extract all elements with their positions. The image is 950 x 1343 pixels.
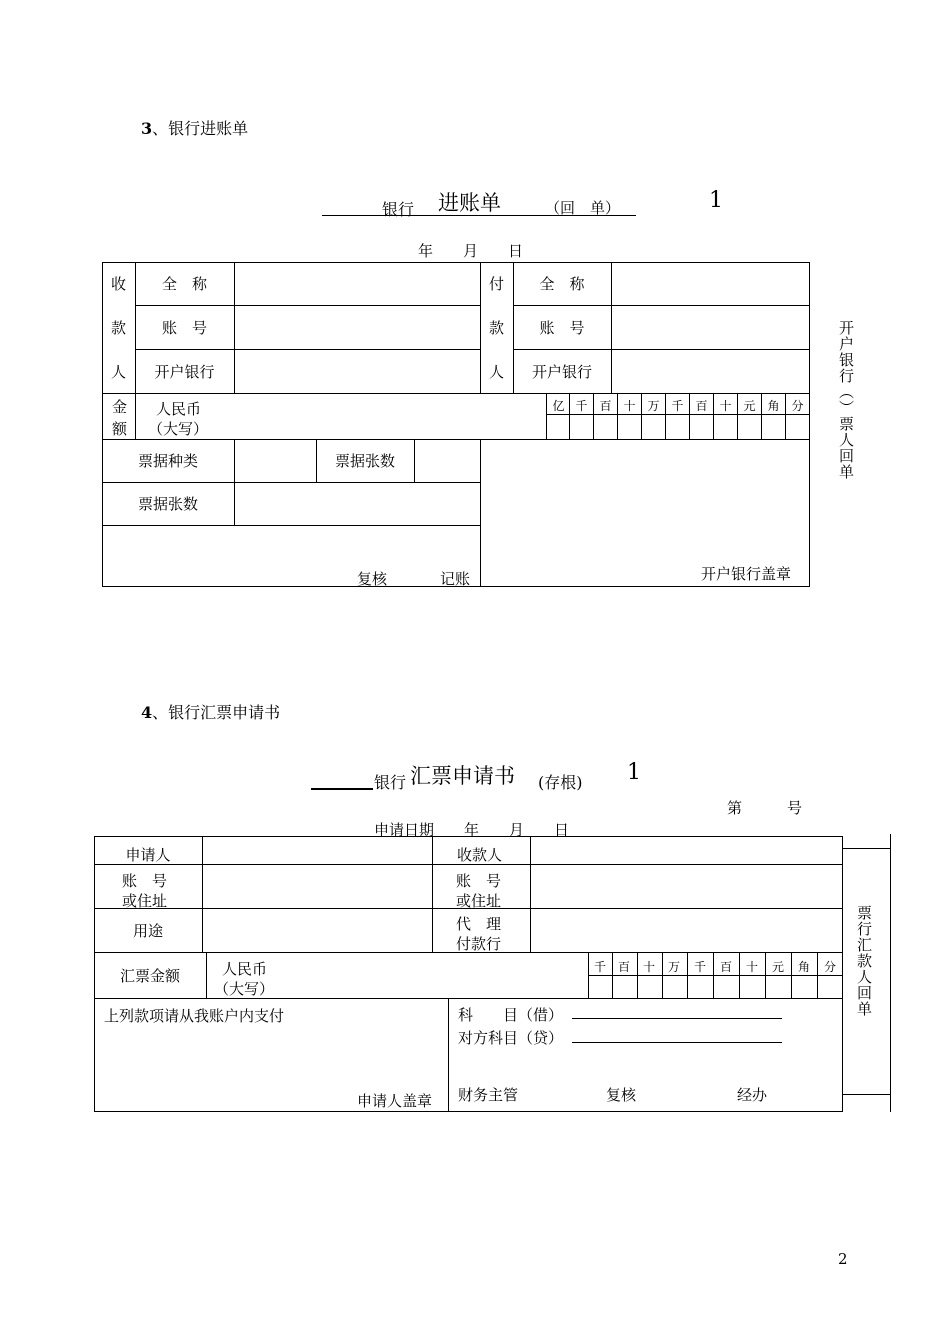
section-number: 4 [141,703,153,722]
finance-head-label: 财务主管 [458,1086,519,1104]
title-underline [322,215,636,216]
bill-type-label: 票据种类 [137,452,198,470]
bill-type-field[interactable] [235,440,315,481]
digit-yi: 亿 [552,399,565,413]
payer-label-char: 款 [488,318,504,337]
bill-count-label-2: 票据张数 [137,495,198,513]
digit-shi: 十 [623,399,636,413]
section-number: 3 [141,119,153,138]
review-label: 复核 [606,1086,637,1104]
col-divider [432,836,433,952]
digit-header-line [588,975,843,976]
payee-bank-field[interactable] [235,350,479,392]
digit-qian: 千 [693,960,706,974]
payee-label-char: 人 [110,362,126,381]
payee-label-char: 收 [110,275,126,293]
digit-bai: 百 [719,960,732,974]
rmb-upper-label: （大写） [214,980,275,998]
draft-amount-label: 汇票金额 [119,966,180,985]
rmb-label: 人民币 [222,960,268,978]
payer-account-field[interactable] [612,306,808,348]
subject-credit-label: 对方科目（贷） [458,1029,564,1047]
digit-shi: 十 [745,960,758,974]
section-title: 、银行进账单 [152,119,249,138]
purpose-label: 用途 [132,921,163,940]
digit-yuan: 元 [743,399,756,413]
form-date: 年 月 日 [418,242,524,260]
bank-seal-label: 开户银行盖章 [701,565,792,583]
row-divider [102,525,480,526]
digit-fen: 分 [823,960,836,974]
payer-bank-label: 开户银行 [531,362,592,381]
col-divider [480,439,481,587]
payer-full-name-field[interactable] [612,263,808,304]
payee-bank-label: 开户银行 [154,362,215,381]
applicant-seal-label: 申请人盖章 [357,1092,433,1110]
form-title: 进账单 [438,191,501,215]
payee-label: 收款人 [457,846,503,864]
digit-shi: 十 [642,960,655,974]
applicant-label: 申请人 [125,845,171,864]
digit-wan: 万 [667,960,680,974]
payer-label-char: 人 [488,362,504,381]
page-number: 2 [838,1250,848,1268]
review-label: 复核 [357,570,388,588]
digit-bai: 百 [599,399,612,413]
amount-label: 金额 [112,398,128,438]
payee-label-char: 款 [110,318,126,337]
digit-yuan: 元 [771,960,784,974]
apply-date: 申请日期 年 月 日 [374,821,570,839]
payer-label-char: 付 [488,275,504,293]
rmb-label: 人民币 [156,400,202,418]
digit-shi: 十 [719,399,732,413]
payee-account-field[interactable] [235,306,479,348]
side-note-receipt: 开户银行（）票人回单 [837,320,855,480]
digit-jiao: 角 [767,399,780,413]
form-title-prefix: 银行 [382,200,415,219]
side-bracket [890,834,891,1112]
payee-full-name-label: 全 称 [161,275,207,293]
digit-fen: 分 [791,399,804,413]
digit-wan: 万 [647,399,660,413]
digit-qian: 千 [671,399,684,413]
amount-in-words-field[interactable] [222,395,542,437]
applicant-field[interactable] [203,838,431,863]
side-bracket-bottom [843,1094,890,1095]
subject-debit-label: 科 目（借） [458,1006,564,1024]
rmb-upper-label: （大写） [148,420,209,438]
purpose-field[interactable] [203,909,431,951]
payee-account-label: 账 号 [161,318,207,337]
col-divider [448,998,449,1112]
bill-count-label: 票据张数 [334,452,395,470]
serial-number: 第 号 [727,799,803,817]
digit-qian: 千 [575,399,588,413]
section4-heading [141,700,280,723]
digit-jiao: 角 [797,960,810,974]
subject-credit-line[interactable] [572,1042,782,1043]
section3-heading [141,116,248,139]
handler-label: 经办 [737,1086,768,1104]
form-title-copy-type: (存根) [538,773,583,792]
form-title-copy-type: （回 单） [545,199,621,217]
side-bracket-top [843,848,890,849]
agent-bank-field[interactable] [531,909,841,951]
col-divider [206,952,207,998]
pay-instruction: 上列款项请从我账户内支付 [104,1007,285,1025]
row-divider [102,393,810,394]
bookkeeping-label: 记账 [440,570,471,588]
bill-count-field-2[interactable] [235,483,479,524]
payee-field[interactable] [531,838,841,863]
form-title-prefix: 银行 [374,773,407,792]
payer-full-name-label: 全 称 [539,275,585,293]
payee-account-field[interactable] [531,865,841,907]
agent-bank-label: 代 理 付款行 [456,915,502,953]
digit-qian: 千 [593,960,606,974]
copy-number: 1 [627,760,641,785]
subject-debit-line[interactable] [572,1018,782,1019]
payer-account-label: 账 号 [539,318,585,337]
payee-account-label: 账 号 或住址 [456,872,502,910]
payer-bank-field[interactable] [612,350,808,392]
side-note-receipt: 票行汇款人回单 [855,905,873,1017]
copy-number: 1 [709,188,723,213]
digit-bai: 百 [617,960,630,974]
draft-amount-words-field[interactable] [290,954,586,996]
digit-header-line [546,414,810,415]
bill-count-field[interactable] [415,440,479,481]
payee-full-name-field[interactable] [235,263,479,304]
row-divider [94,998,843,999]
digit-bai: 百 [695,399,708,413]
applicant-account-label: 账 号 或住址 [122,872,168,910]
section-title: 、银行汇票申请书 [152,703,281,722]
form-title: 汇票申请书 [410,764,515,788]
applicant-account-field[interactable] [203,865,431,907]
bank-name-blank [311,788,373,790]
